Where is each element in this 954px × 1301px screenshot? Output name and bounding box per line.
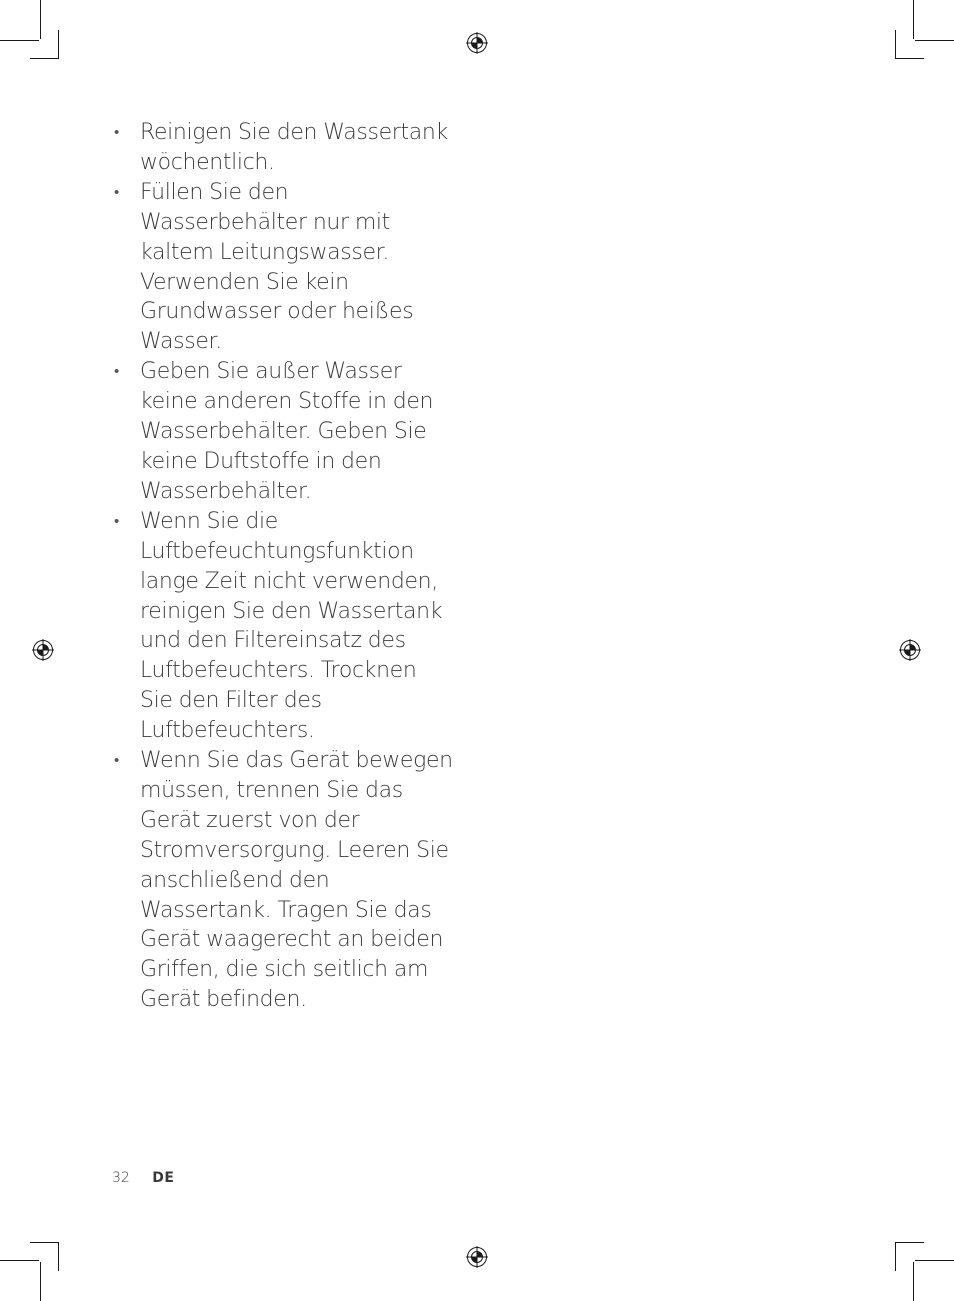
crop-mark-bottom-right-vertical [913, 1262, 914, 1301]
list-item [108, 178, 453, 357]
crop-mark-bottom-left-inner-vertical [58, 1242, 59, 1271]
crop-mark-bottom-left-horizontal [0, 1260, 39, 1261]
bullet-icon: • [114, 511, 119, 530]
list-item-text: Reinigen Sie den Wassertank wöchentlich. [140, 120, 448, 175]
registration-target-icon [32, 639, 54, 661]
crop-mark-top-left-inner-horizontal [30, 58, 59, 59]
crop-mark-bottom-right-inner-vertical [895, 1242, 896, 1271]
crop-mark-top-right-horizontal [915, 40, 954, 41]
list-item-text: Geben Sie außer Wasser keine anderen Stoffe in den Wasserbehälter. Geben Sie keine Duftstoffe in den Wasserbehälter. [140, 359, 434, 504]
bullet-icon: • [114, 751, 119, 770]
bullet-icon: • [114, 123, 119, 141]
bullet-list [108, 118, 453, 1015]
crop-mark-bottom-left-vertical [40, 1262, 41, 1301]
crop-mark-top-right-vertical [913, 0, 914, 39]
crop-mark-bottom-right-horizontal [915, 1260, 954, 1261]
list-item-text: Wenn Sie die Luftbefeuchtungsfunktion lange Zeit nicht verwenden, reinigen Sie den Wassertank und den Filtereinsatz des Luftbefeuchters. Trocknen Sie den Filter des Luftbefeuchters. [140, 508, 443, 744]
page-number: 32 [112, 1170, 130, 1186]
bullet-icon: • [114, 182, 119, 201]
crop-mark-bottom-right-inner-horizontal [895, 1242, 924, 1243]
crop-mark-bottom-left-inner-horizontal [30, 1242, 59, 1243]
registration-target-icon [466, 32, 488, 54]
registration-target-icon [466, 1246, 488, 1268]
registration-target-icon [899, 639, 921, 661]
crop-mark-top-left-vertical [40, 0, 41, 39]
crop-mark-top-left-inner-vertical [58, 30, 59, 59]
list-item [108, 118, 453, 178]
list-item [108, 357, 453, 507]
crop-mark-top-right-inner-vertical [895, 30, 896, 59]
bullet-icon: • [114, 362, 119, 381]
language-code: DE [152, 1170, 175, 1186]
list-item [108, 507, 453, 746]
page-content [108, 118, 453, 1015]
list-item-text: Füllen Sie den Wasserbehälter nur mit kaltem Leitungswasser. Verwenden Sie kein Grundwasser oder heißes Wasser. [140, 179, 414, 355]
page-footer [112, 1170, 174, 1186]
list-item-text: Wenn Sie das Gerät bewegen müssen, trennen Sie das Gerät zuerst von der Stromversorgung. Leeren Sie anschließend den Wassertank. Tragen Sie das Gerät waagerecht an beiden Griffen, die sich seitlich am Gerät befinden. [140, 748, 453, 1013]
crop-mark-top-right-inner-horizontal [895, 58, 924, 59]
crop-mark-top-left-horizontal [0, 40, 39, 41]
list-item [108, 746, 453, 1015]
